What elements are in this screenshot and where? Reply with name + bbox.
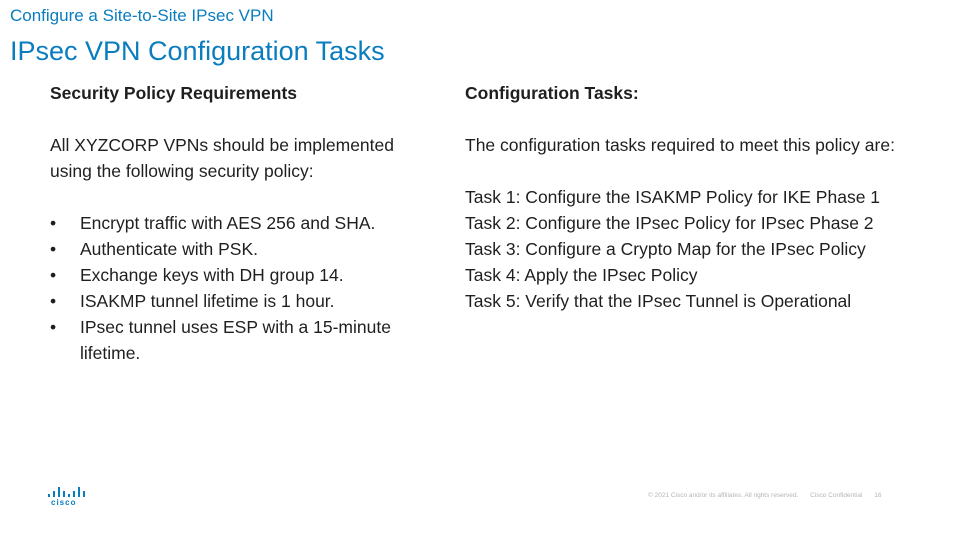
slide-footer <box>648 492 892 499</box>
policy-bullet: • IPsec tunnel uses ESP with a 15-minute lifetime. <box>50 314 410 366</box>
policy-bullet: • Encrypt traffic with AES 256 and SHA. <box>50 210 410 236</box>
slide-title: IPsec VPN Configuration Tasks <box>10 36 385 66</box>
configuration-tasks-heading: Configuration Tasks: <box>465 83 639 103</box>
security-policy-list <box>50 210 410 366</box>
configuration-tasks-intro: The configuration tasks required to meet this policy are: <box>465 135 895 155</box>
cisco-bars-icon <box>48 487 88 497</box>
security-policy-intro: All XYZCORP VPNs should be implemented using the following security policy: <box>50 135 394 181</box>
policy-bullet: • ISAKMP tunnel lifetime is 1 hour. <box>50 288 410 314</box>
security-policy-heading: Security Policy Requirements <box>50 83 298 103</box>
page-number: 16 <box>874 492 882 499</box>
task-item: Task 4: Apply the IPsec Policy <box>465 265 698 285</box>
policy-bullet: • Authenticate with PSK. <box>50 236 410 262</box>
task-item: Task 3: Configure a Crypto Map for the IPsec Policy <box>465 239 866 259</box>
cisco-logo <box>48 487 88 507</box>
task-item: Task 5: Verify that the IPsec Tunnel is Operational <box>465 291 852 311</box>
policy-bullet: • Exchange keys with DH group 14. <box>50 262 410 288</box>
slide-supertitle: Configure a Site-to-Site IPsec VPN <box>10 6 274 25</box>
copyright-text: © 2021 Cisco and/or its affiliates. All rights reserved. <box>648 492 799 499</box>
cisco-logo-text: cisco <box>51 498 77 507</box>
security-policy-column <box>50 80 410 366</box>
task-item: Task 2: Configure the IPsec Policy for IPsec Phase 2 <box>465 213 874 233</box>
task-item: Task 1: Configure the ISAKMP Policy for IKE Phase 1 <box>465 187 881 207</box>
configuration-tasks-column <box>465 80 905 314</box>
confidential-label: Cisco Confidential <box>810 492 863 499</box>
